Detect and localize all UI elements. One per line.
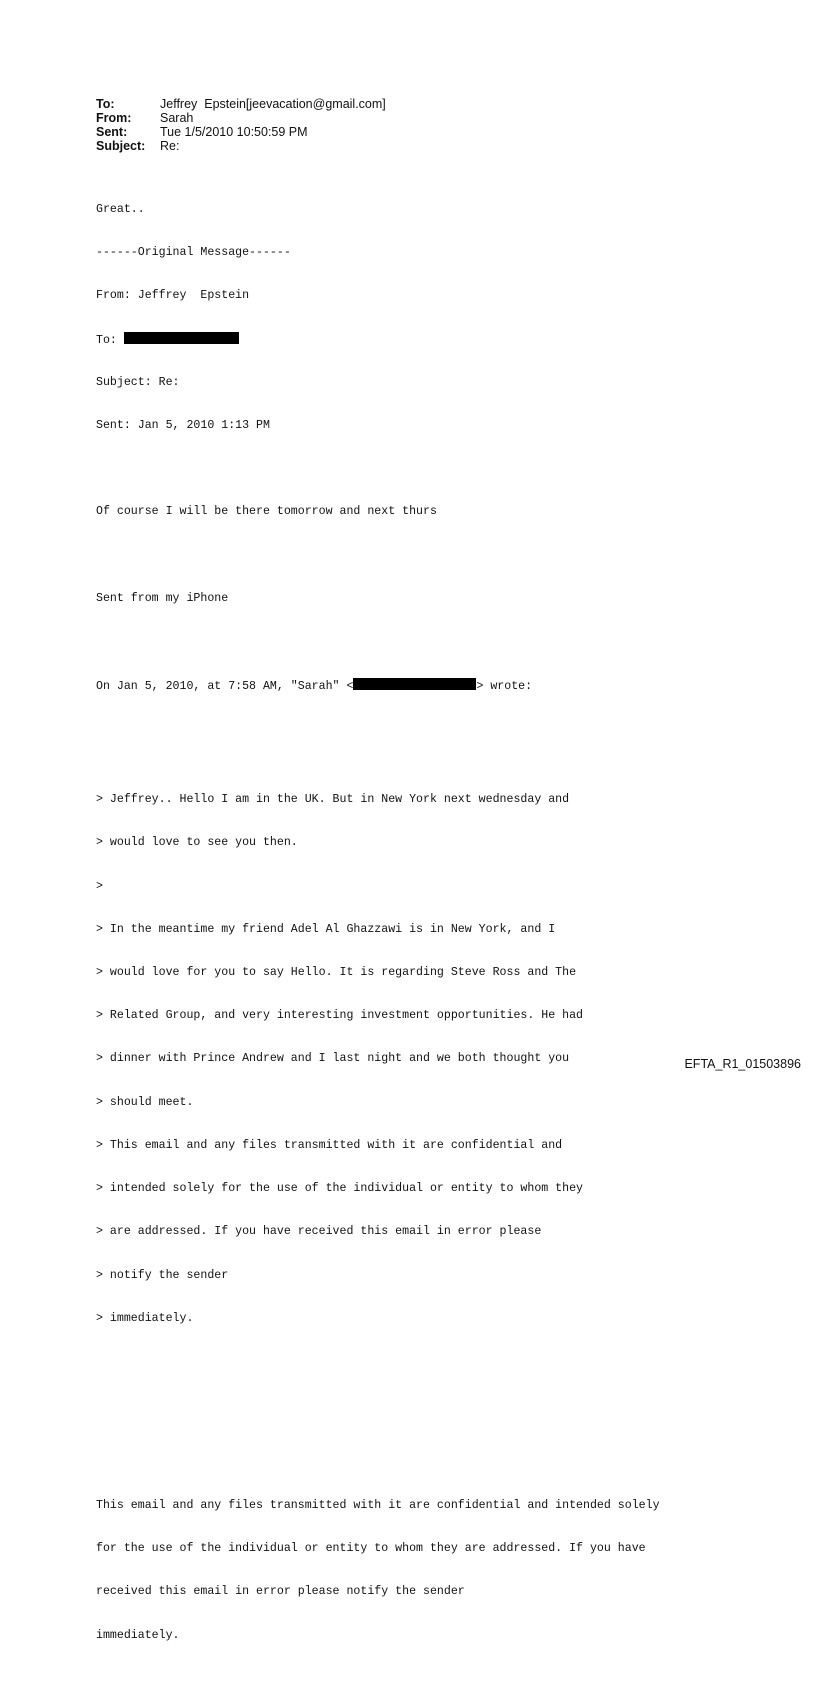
header-from-row [96, 111, 386, 125]
original-sent-line: Sent: Jan 5, 2010 1:13 PM [96, 418, 270, 432]
signature-line: Sent from my iPhone [96, 591, 229, 605]
original-from-line: From: Jeffrey Epstein [96, 289, 250, 303]
from-value: Sarah [160, 111, 194, 125]
on-wrote-prefix: On Jan 5, 2010, at 7:58 AM, "Sarah" < [96, 680, 354, 694]
quoted-line: > In the meantime my friend Adel Al Ghazzawi is in New York, and I [96, 922, 556, 936]
header-to-row [96, 97, 386, 111]
quoted-line: > would love for you to say Hello. It is regarding Steve Ross and The [96, 966, 577, 980]
quoted-line: > would love to see you then. [96, 836, 298, 850]
original-message-marker: ------Original Message------ [96, 246, 291, 260]
on-wrote-line [96, 678, 660, 692]
header-subject-row [96, 139, 386, 153]
quoted-line: > notify the sender [96, 1268, 229, 1282]
disclaimer-line: for the use of the individual or entity to whom they are addressed. If you have [96, 1542, 646, 1556]
from-label: From: [96, 111, 132, 125]
quoted-line: > Jeffrey.. Hello I am in the UK. But in New York next wednesday and [96, 793, 570, 807]
to-label: To: [96, 97, 115, 111]
quoted-line: > intended solely for the use of the individual or entity to whom they [96, 1182, 584, 1196]
quoted-line: > This email and any files transmitted with it are confidential and [96, 1138, 563, 1152]
quoted-line: > [96, 879, 103, 893]
blank-line [96, 635, 660, 649]
quoted-line: > should meet. [96, 1095, 194, 1109]
quoted-line: > dinner with Prince Andrew and I last night and we both thought you [96, 1052, 570, 1066]
greeting-line: Great.. [96, 202, 145, 216]
subject-label: Subject: [96, 139, 146, 153]
quoted-line: > immediately. [96, 1311, 194, 1325]
blank-line [96, 548, 660, 562]
to-value: Jeffrey Epstein[jeevacation@gmail.com] [160, 97, 386, 111]
document-id: EFTA_R1_01503896 [684, 1057, 801, 1071]
sent-value: Tue 1/5/2010 10:50:59 PM [160, 125, 308, 139]
sent-label: Sent: [96, 125, 128, 139]
blank-line [96, 1384, 660, 1398]
blank-line [96, 721, 660, 735]
blank-line [96, 1427, 660, 1441]
on-wrote-suffix: > wrote: [476, 680, 533, 694]
quoted-line: > are addressed. If you have received this email in error please [96, 1225, 542, 1239]
disclaimer-line: received this email in error please notify the sender [96, 1585, 465, 1599]
blank-line [96, 462, 660, 476]
disclaimer [96, 1470, 660, 1672]
original-to-line [96, 332, 660, 346]
email-body [96, 174, 660, 1701]
reply-line: Of course I will be there tomorrow and next thurs [96, 505, 437, 519]
disclaimer-line: immediately. [96, 1628, 180, 1642]
disclaimer-line: This email and any files transmitted with it are confidential and intended solely [96, 1498, 660, 1512]
subject-value: Re: [160, 139, 180, 153]
quoted-line: > Related Group, and very interesting investment opportunities. He had [96, 1009, 584, 1023]
redaction-block [124, 332, 239, 344]
original-to-prefix: To: [96, 334, 124, 348]
header-sent-row [96, 125, 386, 139]
quoted-message [96, 764, 660, 1354]
email-header [96, 97, 386, 153]
redaction-block [353, 678, 476, 690]
original-subject-line: Subject: Re: [96, 375, 180, 389]
